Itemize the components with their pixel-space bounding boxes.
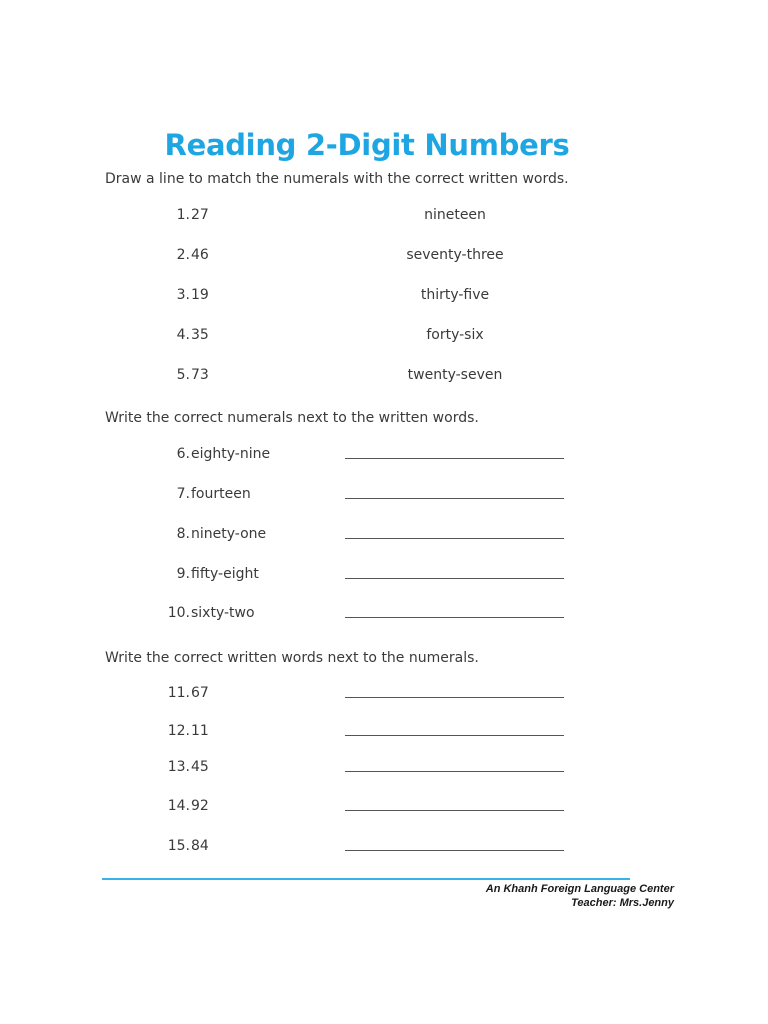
written-word: twenty-seven [407, 367, 503, 383]
answer-line[interactable] [345, 538, 564, 539]
written-word: thirty-five [420, 287, 490, 303]
write-row [0, 759, 768, 779]
footer-divider [102, 878, 630, 880]
item-number: 1. [176, 207, 190, 223]
write-row [0, 566, 768, 586]
match-row [0, 207, 768, 227]
item-number: 15. [167, 838, 190, 854]
item-number: 8. [176, 526, 190, 542]
numeral: 73 [191, 367, 209, 383]
numeral: 35 [191, 327, 209, 343]
numeral: 46 [191, 247, 209, 263]
answer-line[interactable] [345, 771, 564, 772]
written-word: fourteen [191, 486, 251, 502]
answer-line[interactable] [345, 735, 564, 736]
item-number: 6. [176, 446, 190, 462]
written-word: eighty-nine [191, 446, 271, 462]
item-number: 11. [167, 685, 190, 701]
answer-line[interactable] [345, 578, 564, 579]
write-row [0, 486, 768, 506]
write-row [0, 526, 768, 546]
numeral: 45 [191, 759, 209, 775]
write-row [0, 446, 768, 466]
match-row [0, 247, 768, 267]
match-row [0, 367, 768, 387]
item-number: 5. [176, 367, 190, 383]
page-title: Reading 2-Digit Numbers [164, 128, 570, 162]
write-row [0, 723, 768, 743]
section3-instruction: Write the correct written words next to the numerals. [105, 650, 479, 666]
answer-line[interactable] [345, 697, 564, 698]
item-number: 14. [167, 798, 190, 814]
item-number: 9. [176, 566, 190, 582]
written-word: sixty-two [191, 605, 255, 621]
item-number: 4. [176, 327, 190, 343]
section2-instruction: Write the correct numerals next to the written words. [105, 410, 479, 426]
written-word: ninety-one [191, 526, 267, 542]
write-row [0, 605, 768, 625]
numeral: 84 [191, 838, 209, 854]
center-name: An Khanh Foreign Language Center [485, 883, 674, 895]
write-row [0, 838, 768, 858]
item-number: 10. [167, 605, 190, 621]
written-word: fifty-eight [191, 566, 259, 582]
write-row [0, 685, 768, 705]
numeral: 67 [191, 685, 209, 701]
match-row [0, 327, 768, 347]
answer-line[interactable] [345, 498, 564, 499]
item-number: 13. [167, 759, 190, 775]
numeral: 92 [191, 798, 209, 814]
answer-line[interactable] [345, 617, 564, 618]
item-number: 12. [167, 723, 190, 739]
numeral: 11 [191, 723, 209, 739]
numeral: 19 [191, 287, 209, 303]
answer-line[interactable] [345, 458, 564, 459]
section1-instruction: Draw a line to match the numerals with the correct written words. [105, 171, 569, 187]
written-word: nineteen [424, 207, 486, 223]
answer-line[interactable] [345, 850, 564, 851]
item-number: 2. [176, 247, 190, 263]
written-word: seventy-three [406, 247, 504, 263]
numeral: 27 [191, 207, 209, 223]
written-word: forty-six [426, 327, 484, 343]
item-number: 7. [176, 486, 190, 502]
answer-line[interactable] [345, 810, 564, 811]
teacher-name: Teacher: Mrs.Jenny [571, 897, 674, 909]
item-number: 3. [176, 287, 190, 303]
write-row [0, 798, 768, 818]
match-row [0, 287, 768, 307]
